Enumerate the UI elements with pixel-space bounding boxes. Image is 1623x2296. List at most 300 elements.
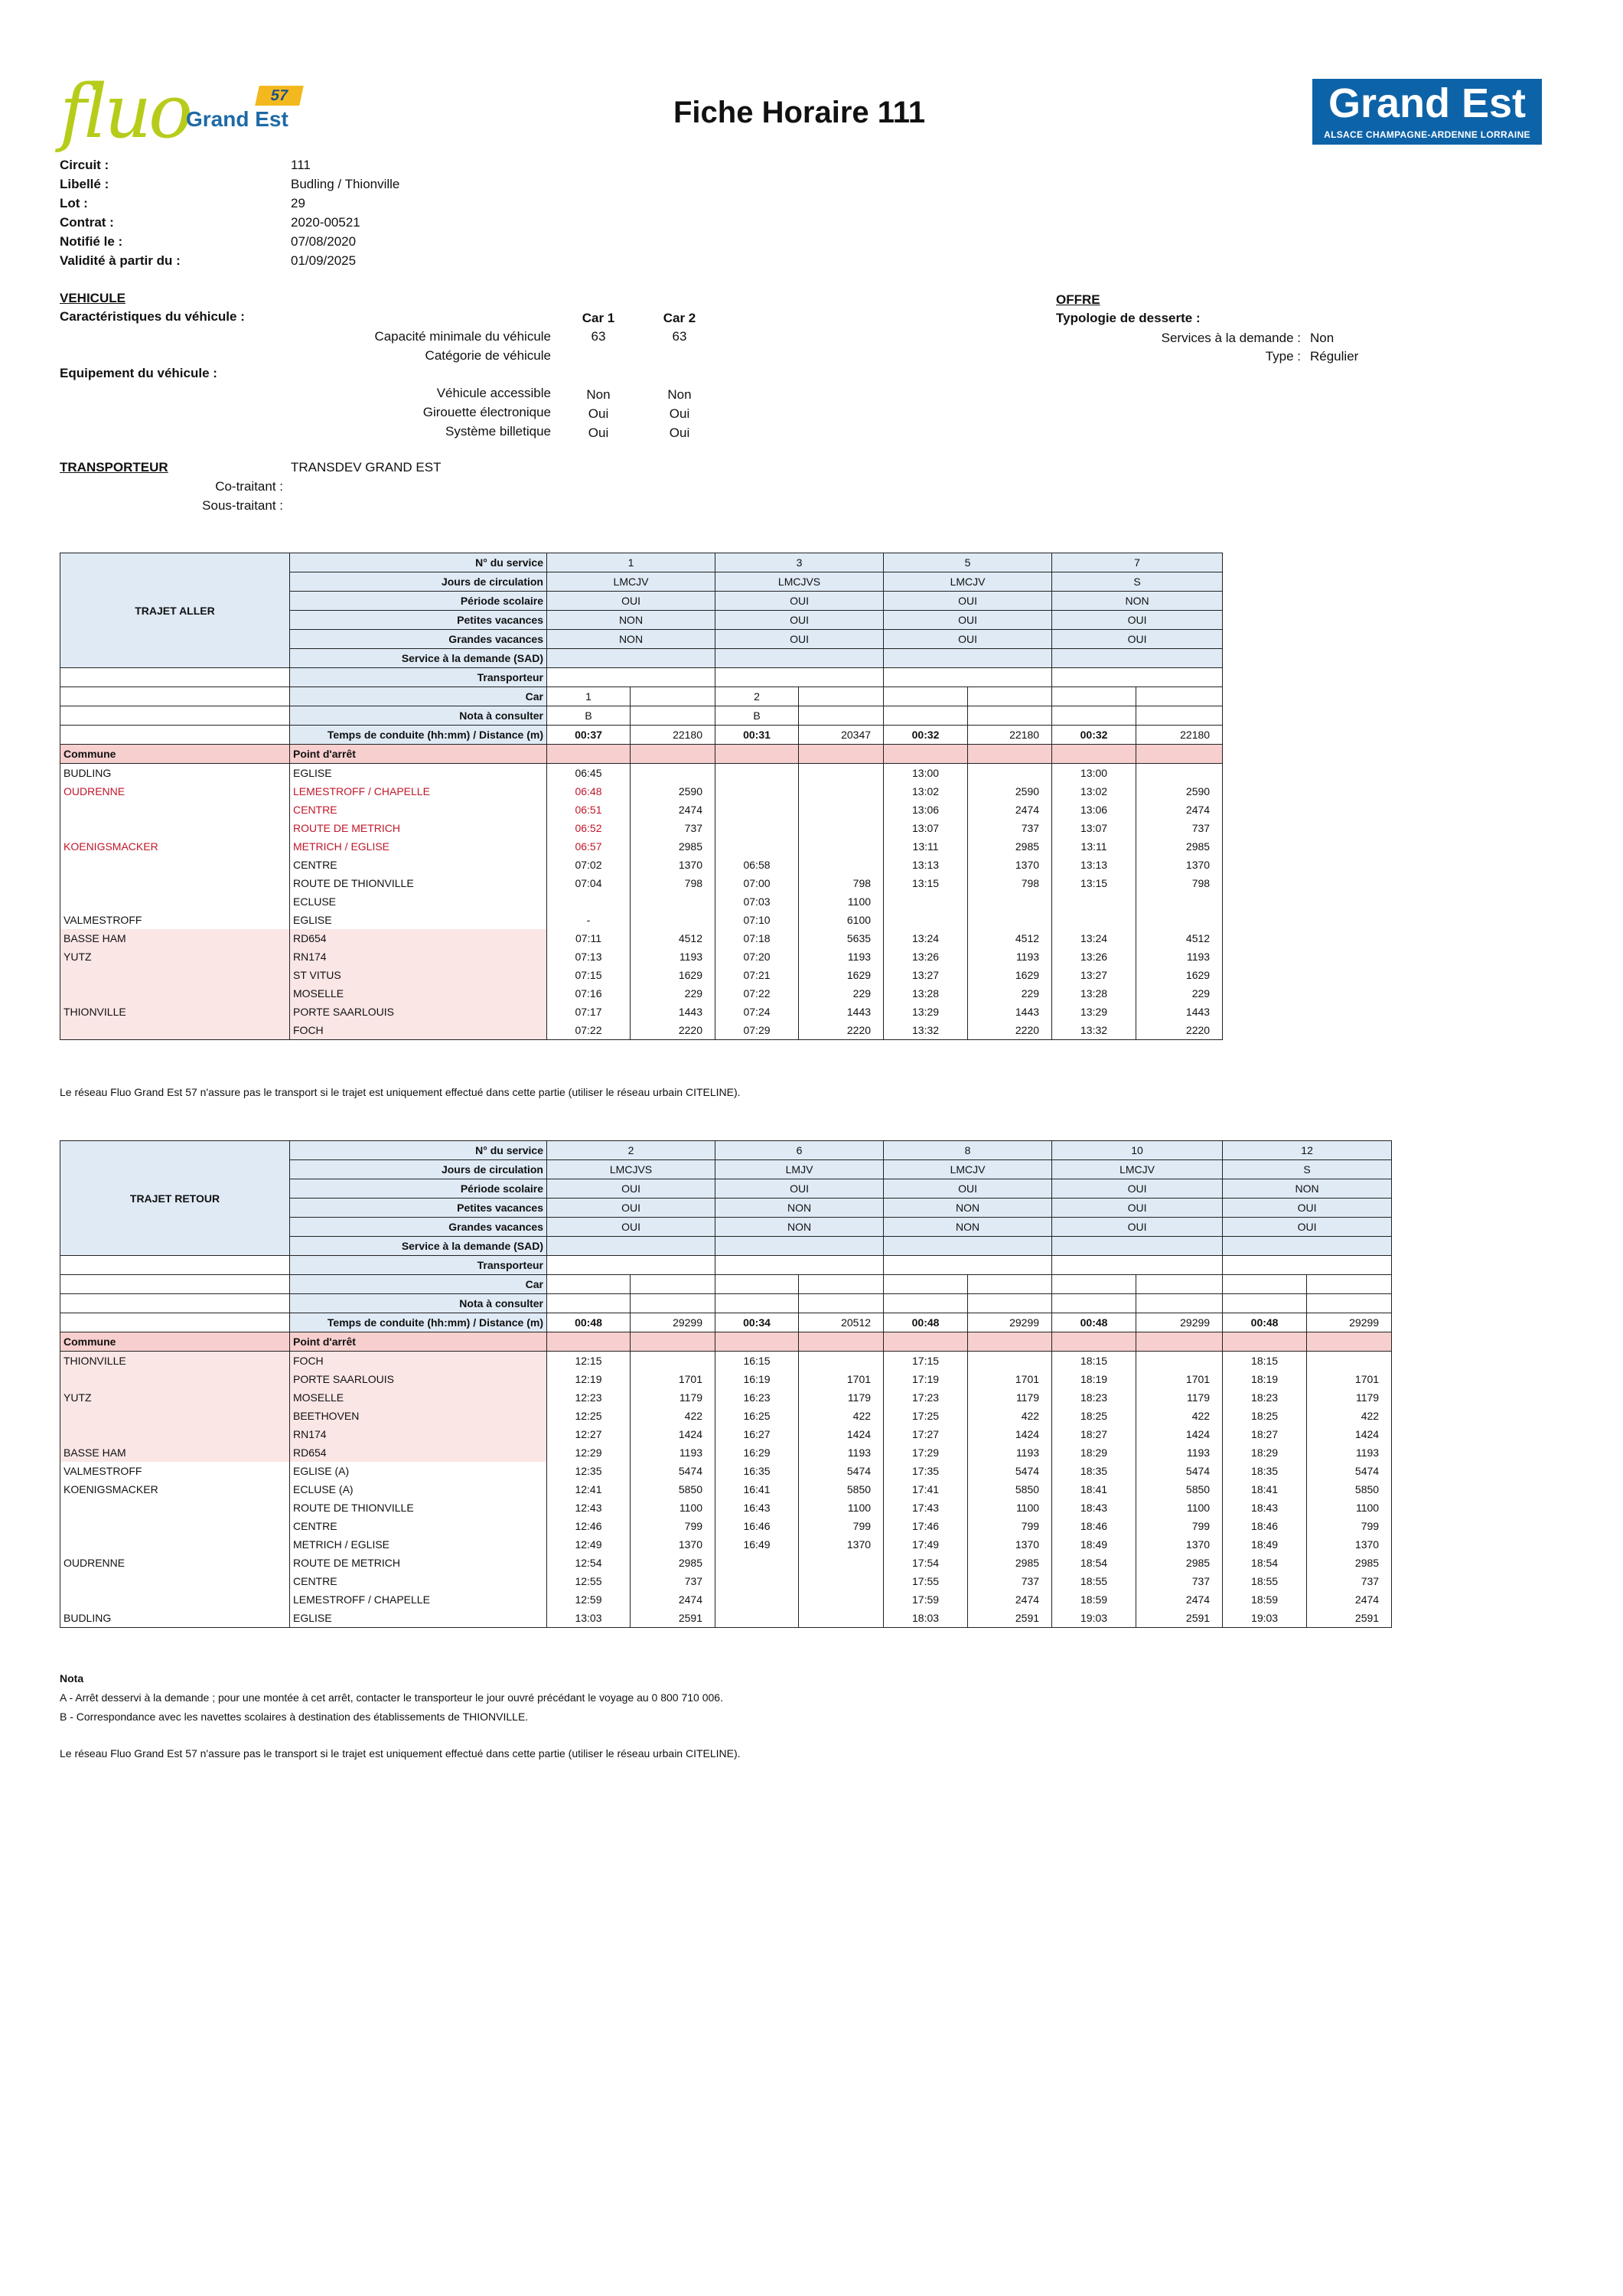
stop-arret: EGLISE xyxy=(290,911,547,929)
stop-commune xyxy=(60,1517,290,1535)
stop-time: 13:13 xyxy=(884,856,968,874)
stop-arret: CENTRE xyxy=(290,801,547,819)
stop-time: 06:45 xyxy=(547,764,631,783)
header-fill xyxy=(884,745,968,764)
stop-time: 18:41 xyxy=(1052,1480,1136,1499)
stop-time: 06:48 xyxy=(547,782,631,801)
stop-time: 13:11 xyxy=(884,837,968,856)
stop-arret: PORTE SAARLOUIS xyxy=(290,1003,547,1021)
service-jours: LMCJV xyxy=(547,572,715,592)
stop-arret: EGLISE xyxy=(290,764,547,783)
stop-time: 12:54 xyxy=(547,1554,631,1572)
stop-time: 18:27 xyxy=(1052,1425,1136,1443)
stop-distance xyxy=(631,911,715,929)
stop-time: 18:43 xyxy=(1052,1499,1136,1517)
empty-cell xyxy=(60,726,290,745)
info-label: Circuit : xyxy=(60,158,109,172)
stop-distance: 2590 xyxy=(631,782,715,801)
stop-distance: 1179 xyxy=(1136,1388,1223,1407)
stop-time: 16:46 xyxy=(715,1517,799,1535)
service-num: 6 xyxy=(715,1141,884,1160)
stop-arret: BEETHOVEN xyxy=(290,1407,547,1425)
stop-distance: 6100 xyxy=(799,911,884,929)
service-temps: 00:37 xyxy=(547,726,631,745)
service-car xyxy=(1052,1275,1136,1294)
stop-time: 07:02 xyxy=(547,856,631,874)
stop-arret: ROUTE DE THIONVILLE xyxy=(290,1499,547,1517)
stop-commune xyxy=(60,1590,290,1609)
stop-arret: CENTRE xyxy=(290,856,547,874)
offre-type-label: Type : xyxy=(1265,349,1301,364)
stop-distance: 5474 xyxy=(631,1462,715,1480)
stop-time: 12:15 xyxy=(547,1352,631,1371)
service-jours: S xyxy=(1223,1160,1392,1179)
service-car xyxy=(1052,687,1136,706)
stop-time: 13:29 xyxy=(1052,1003,1136,1021)
service-petites: OUI xyxy=(1052,1199,1223,1218)
stop-time xyxy=(715,1590,799,1609)
stop-time: 07:15 xyxy=(547,966,631,984)
info-value: Budling / Thionville xyxy=(291,177,400,191)
stop-row xyxy=(60,837,1223,856)
stop-commune xyxy=(60,966,290,984)
arret-header: Point d'arrêt xyxy=(290,1332,547,1352)
stop-time: 07:22 xyxy=(547,1021,631,1040)
cotraitant-label: Co-traitant : xyxy=(215,479,283,494)
stop-time xyxy=(547,892,631,911)
stop-time: 18:15 xyxy=(1223,1352,1307,1371)
param-row xyxy=(60,706,1223,726)
stop-distance: 2474 xyxy=(968,1590,1052,1609)
stop-time: 18:29 xyxy=(1052,1443,1136,1462)
service-grandes: NON xyxy=(884,1218,1052,1237)
stop-time: 17:15 xyxy=(884,1352,968,1371)
stop-distance: 5474 xyxy=(1136,1462,1223,1480)
commune-header: Commune xyxy=(60,1332,290,1352)
service-transporteur xyxy=(884,1256,1052,1275)
param-label: N° du service xyxy=(290,553,547,572)
service-transporteur xyxy=(884,668,1052,687)
service-distance: 29299 xyxy=(631,1313,715,1332)
stop-distance: 1370 xyxy=(799,1535,884,1554)
column-header-row xyxy=(60,1332,1392,1352)
transporteur-value: TRANSDEV GRAND EST xyxy=(291,460,442,475)
stop-time: 13:27 xyxy=(1052,966,1136,984)
stop-time: 16:27 xyxy=(715,1425,799,1443)
service-sad xyxy=(715,1237,884,1256)
stop-distance xyxy=(799,837,884,856)
stop-row xyxy=(60,1609,1392,1628)
info-label: Lot : xyxy=(60,196,88,210)
header-fill xyxy=(547,745,631,764)
service-car xyxy=(884,1275,968,1294)
stop-arret: ROUTE DE THIONVILLE xyxy=(290,874,547,892)
stop-time: 18:43 xyxy=(1223,1499,1307,1517)
retour-timetable xyxy=(60,1140,1392,1628)
stop-distance: 1443 xyxy=(968,1003,1052,1021)
stop-distance xyxy=(799,1352,884,1371)
header-fill xyxy=(1307,1332,1392,1352)
stop-time: 16:23 xyxy=(715,1388,799,1407)
stop-time: 18:29 xyxy=(1223,1443,1307,1462)
info-value: 01/09/2025 xyxy=(291,253,357,268)
stop-distance: 798 xyxy=(799,874,884,892)
service-jours: LMCJV xyxy=(884,572,1052,592)
stop-distance: 1424 xyxy=(1136,1425,1223,1443)
stop-time: 17:43 xyxy=(884,1499,968,1517)
service-car xyxy=(547,1275,631,1294)
stop-distance: 5635 xyxy=(799,929,884,947)
stop-distance: 2474 xyxy=(968,801,1052,819)
stop-distance: 5850 xyxy=(968,1480,1052,1499)
stop-distance: 422 xyxy=(631,1407,715,1425)
stop-distance: 5850 xyxy=(1307,1480,1392,1499)
stop-time: 07:11 xyxy=(547,929,631,947)
service-transporteur xyxy=(1052,1256,1223,1275)
stop-time: 17:35 xyxy=(884,1462,968,1480)
service-sad xyxy=(547,649,715,668)
service-temps: 00:32 xyxy=(884,726,968,745)
param-label: Temps de conduite (hh:mm) / Distance (m) xyxy=(290,1313,547,1332)
service-jours: LMCJVS xyxy=(715,572,884,592)
stop-distance: 2474 xyxy=(1136,801,1223,819)
service-distance: 29299 xyxy=(968,1313,1052,1332)
stop-row xyxy=(60,966,1223,984)
offre-type-value: Régulier xyxy=(1310,349,1359,364)
empty-cell xyxy=(60,1256,290,1275)
stop-time: 17:55 xyxy=(884,1572,968,1590)
stop-row xyxy=(60,984,1223,1003)
stop-time: 13:11 xyxy=(1052,837,1136,856)
param-label: Transporteur xyxy=(290,668,547,687)
stop-commune xyxy=(60,819,290,837)
stop-distance: 1193 xyxy=(1136,1443,1223,1462)
stop-arret: METRICH / EGLISE xyxy=(290,837,547,856)
stop-commune: YUTZ xyxy=(60,947,290,966)
stop-distance: 422 xyxy=(1307,1407,1392,1425)
param-row xyxy=(60,668,1223,687)
stop-distance: 1424 xyxy=(631,1425,715,1443)
stop-distance xyxy=(1307,1352,1392,1371)
service-grandes: NON xyxy=(547,630,715,649)
stop-distance: 737 xyxy=(1136,819,1223,837)
stop-time xyxy=(715,837,799,856)
stop-distance: 2985 xyxy=(968,1554,1052,1572)
vehicule-row-car2: Oui xyxy=(669,406,690,421)
stop-time: 06:58 xyxy=(715,856,799,874)
car1-header: Car 1 xyxy=(582,311,615,325)
stop-distance: 2474 xyxy=(1136,1590,1223,1609)
stop-time: 16:35 xyxy=(715,1462,799,1480)
stop-arret: EGLISE (A) xyxy=(290,1462,547,1480)
stop-time xyxy=(1052,911,1136,929)
service-num: 12 xyxy=(1223,1141,1392,1160)
stop-time: 18:25 xyxy=(1052,1407,1136,1425)
service-scolaire: OUI xyxy=(547,1179,715,1199)
stop-commune xyxy=(60,1407,290,1425)
stop-time: 12:49 xyxy=(547,1535,631,1554)
service-car xyxy=(884,687,968,706)
header-fill xyxy=(715,745,799,764)
stop-time: 07:22 xyxy=(715,984,799,1003)
stop-time: 06:51 xyxy=(547,801,631,819)
param-row xyxy=(60,1256,1392,1275)
stop-distance: 1179 xyxy=(968,1388,1052,1407)
stop-row xyxy=(60,801,1223,819)
stop-distance: 737 xyxy=(1307,1572,1392,1590)
stop-distance xyxy=(1136,911,1223,929)
header-fill xyxy=(547,1332,631,1352)
service-nota xyxy=(884,706,968,726)
stop-row xyxy=(60,1443,1392,1462)
stop-distance: 5850 xyxy=(1136,1480,1223,1499)
stop-distance: 1629 xyxy=(799,966,884,984)
header-fill xyxy=(1052,1332,1136,1352)
empty-cell xyxy=(799,1275,884,1294)
arret-header: Point d'arrêt xyxy=(290,745,547,764)
service-jours: S xyxy=(1052,572,1223,592)
service-grandes: OUI xyxy=(884,630,1052,649)
stop-distance: 1370 xyxy=(1136,1535,1223,1554)
stop-row xyxy=(60,1021,1223,1040)
stop-time: 13:24 xyxy=(884,929,968,947)
service-distance: 20347 xyxy=(799,726,884,745)
stop-distance: 1370 xyxy=(631,856,715,874)
empty-cell xyxy=(631,1275,715,1294)
stop-distance: 1193 xyxy=(1307,1443,1392,1462)
service-nota xyxy=(1052,1294,1136,1313)
vehicule-row-car1: Oui xyxy=(588,426,609,440)
service-distance: 22180 xyxy=(968,726,1052,745)
stop-distance: 229 xyxy=(631,984,715,1003)
service-scolaire: OUI xyxy=(1052,1179,1223,1199)
stop-distance: 5850 xyxy=(799,1480,884,1499)
stop-distance: 1100 xyxy=(799,1499,884,1517)
stop-time: 13:27 xyxy=(884,966,968,984)
fluo-grandest-text: Grand Est xyxy=(186,107,288,131)
stop-row xyxy=(60,1535,1392,1554)
vehicule-heading: VEHICULE xyxy=(60,291,125,305)
stop-time: 13:32 xyxy=(1052,1021,1136,1040)
stop-row xyxy=(60,1554,1392,1572)
stop-time: - xyxy=(547,911,631,929)
service-petites: OUI xyxy=(1223,1199,1392,1218)
stop-row xyxy=(60,764,1223,783)
stop-time: 18:55 xyxy=(1223,1572,1307,1590)
stop-distance xyxy=(968,764,1052,783)
stop-distance: 2220 xyxy=(968,1021,1052,1040)
stop-time: 17:41 xyxy=(884,1480,968,1499)
stop-arret: LEMESTROFF / CHAPELLE xyxy=(290,782,547,801)
stop-time: 13:24 xyxy=(1052,929,1136,947)
stop-commune: THIONVILLE xyxy=(60,1003,290,1021)
stop-distance: 737 xyxy=(1136,1572,1223,1590)
stop-time: 18:54 xyxy=(1052,1554,1136,1572)
param-row xyxy=(60,1141,1392,1160)
stop-time: 13:00 xyxy=(1052,764,1136,783)
service-car: 1 xyxy=(547,687,631,706)
service-sad xyxy=(884,1237,1052,1256)
stop-time: 18:25 xyxy=(1223,1407,1307,1425)
stop-distance: 1370 xyxy=(631,1535,715,1554)
stop-distance: 2591 xyxy=(1307,1609,1392,1628)
stop-arret: ST VITUS xyxy=(290,966,547,984)
stop-commune: VALMESTROFF xyxy=(60,911,290,929)
stop-distance: 4512 xyxy=(968,929,1052,947)
stop-arret: RN174 xyxy=(290,947,547,966)
stop-distance: 799 xyxy=(968,1517,1052,1535)
vehicule-row-label: Système billetique xyxy=(445,424,551,439)
vehicule-row-car2: Oui xyxy=(669,426,690,440)
stop-distance: 1193 xyxy=(799,947,884,966)
service-scolaire: NON xyxy=(1223,1179,1392,1199)
stop-distance: 1424 xyxy=(1307,1425,1392,1443)
empty-cell xyxy=(631,706,715,726)
vehicule-row-car2: Non xyxy=(667,387,692,402)
stop-time: 16:25 xyxy=(715,1407,799,1425)
stop-time: 17:46 xyxy=(884,1517,968,1535)
stop-distance: 1443 xyxy=(799,1003,884,1021)
stop-commune xyxy=(60,1499,290,1517)
stop-distance: 1100 xyxy=(1307,1499,1392,1517)
stop-time: 07:10 xyxy=(715,911,799,929)
fluo-badge: 57 xyxy=(255,86,304,106)
vehicule-row-car2: 63 xyxy=(672,329,687,344)
stop-time: 07:21 xyxy=(715,966,799,984)
stop-commune: KOENIGSMACKER xyxy=(60,837,290,856)
service-transporteur xyxy=(1223,1256,1392,1275)
commune-header: Commune xyxy=(60,745,290,764)
stop-row xyxy=(60,1370,1392,1388)
service-temps: 00:48 xyxy=(884,1313,968,1332)
stop-arret: EGLISE xyxy=(290,1609,547,1628)
param-label: Période scolaire xyxy=(290,1179,547,1199)
soustraitant-label: Sous-traitant : xyxy=(202,498,283,513)
stop-time: 18:59 xyxy=(1052,1590,1136,1609)
service-distance: 22180 xyxy=(1136,726,1223,745)
stop-arret: CENTRE xyxy=(290,1572,547,1590)
column-header-row xyxy=(60,745,1223,764)
stop-distance: 737 xyxy=(631,819,715,837)
stop-time: 16:49 xyxy=(715,1535,799,1554)
stop-commune xyxy=(60,1370,290,1388)
service-jours: LMJV xyxy=(715,1160,884,1179)
stop-distance: 2474 xyxy=(1307,1590,1392,1609)
stop-commune xyxy=(60,1021,290,1040)
param-row xyxy=(60,1313,1392,1332)
service-petites: NON xyxy=(715,1199,884,1218)
empty-cell xyxy=(799,1294,884,1313)
service-car: 2 xyxy=(715,687,799,706)
stop-time: 13:00 xyxy=(884,764,968,783)
header-fill xyxy=(1223,1332,1307,1352)
stop-distance xyxy=(799,782,884,801)
stop-row xyxy=(60,911,1223,929)
stop-time xyxy=(715,1572,799,1590)
stop-distance: 2591 xyxy=(968,1609,1052,1628)
stop-time: 13:02 xyxy=(1052,782,1136,801)
stop-distance: 799 xyxy=(799,1517,884,1535)
stop-distance: 229 xyxy=(799,984,884,1003)
stop-time: 13:26 xyxy=(1052,947,1136,966)
service-num: 7 xyxy=(1052,553,1223,572)
service-num: 3 xyxy=(715,553,884,572)
stop-time xyxy=(884,911,968,929)
service-scolaire: OUI xyxy=(547,592,715,611)
stop-distance: 2985 xyxy=(1307,1554,1392,1572)
vehicule-row-label: Capacité minimale du véhicule xyxy=(374,329,551,344)
stop-distance xyxy=(631,1352,715,1371)
empty-cell xyxy=(1136,706,1223,726)
empty-cell xyxy=(60,706,290,726)
stop-time: 13:13 xyxy=(1052,856,1136,874)
trajet-label: TRAJET RETOUR xyxy=(60,1141,290,1256)
service-scolaire: OUI xyxy=(884,1179,1052,1199)
fluo-logo xyxy=(60,69,305,155)
stop-row xyxy=(60,1407,1392,1425)
header-fill xyxy=(799,745,884,764)
param-row xyxy=(60,1294,1392,1313)
stop-arret: MOSELLE xyxy=(290,1388,547,1407)
param-label: Temps de conduite (hh:mm) / Distance (m) xyxy=(290,726,547,745)
stop-distance: 2590 xyxy=(968,782,1052,801)
stop-time: 06:52 xyxy=(547,819,631,837)
info-value: 111 xyxy=(291,158,311,172)
header-fill xyxy=(715,1332,799,1352)
info-value: 29 xyxy=(291,196,305,210)
service-temps: 00:48 xyxy=(1223,1313,1307,1332)
stop-time: 17:19 xyxy=(884,1370,968,1388)
stop-time: 07:29 xyxy=(715,1021,799,1040)
vehicule-row-car1: Oui xyxy=(588,406,609,421)
stop-distance: 5474 xyxy=(799,1462,884,1480)
empty-cell xyxy=(1136,687,1223,706)
notice-citeline: Le réseau Fluo Grand Est 57 n'assure pas le transport si le trajet est uniquement effectué dans cette partie (utiliser le réseau urbain CITELINE). xyxy=(60,1086,741,1098)
stop-distance xyxy=(1136,892,1223,911)
vehicule-row-label: Girouette électronique xyxy=(422,405,551,419)
stop-distance: 229 xyxy=(968,984,1052,1003)
empty-cell xyxy=(1136,1275,1223,1294)
stop-distance xyxy=(968,911,1052,929)
stop-distance: 1424 xyxy=(799,1425,884,1443)
header-fill xyxy=(1136,745,1223,764)
service-nota xyxy=(547,1294,631,1313)
header-fill xyxy=(884,1332,968,1352)
stop-time: 12:27 xyxy=(547,1425,631,1443)
service-transporteur xyxy=(715,668,884,687)
header-fill xyxy=(799,1332,884,1352)
info-value: 07/08/2020 xyxy=(291,234,357,249)
stop-distance: 2985 xyxy=(631,1554,715,1572)
service-grandes: NON xyxy=(715,1218,884,1237)
stop-commune: BUDLING xyxy=(60,1609,290,1628)
stop-distance xyxy=(968,892,1052,911)
service-nota xyxy=(715,1294,799,1313)
param-row xyxy=(60,687,1223,706)
stop-time: 18:35 xyxy=(1052,1462,1136,1480)
stop-time xyxy=(1052,892,1136,911)
stop-distance: 798 xyxy=(631,874,715,892)
stop-commune xyxy=(60,801,290,819)
service-petites: OUI xyxy=(1052,611,1223,630)
param-label: Nota à consulter xyxy=(290,706,547,726)
service-petites: OUI xyxy=(547,1199,715,1218)
empty-cell xyxy=(799,706,884,726)
service-num: 2 xyxy=(547,1141,715,1160)
stop-distance: 1629 xyxy=(631,966,715,984)
stop-time: 13:29 xyxy=(884,1003,968,1021)
param-label: Car xyxy=(290,1275,547,1294)
